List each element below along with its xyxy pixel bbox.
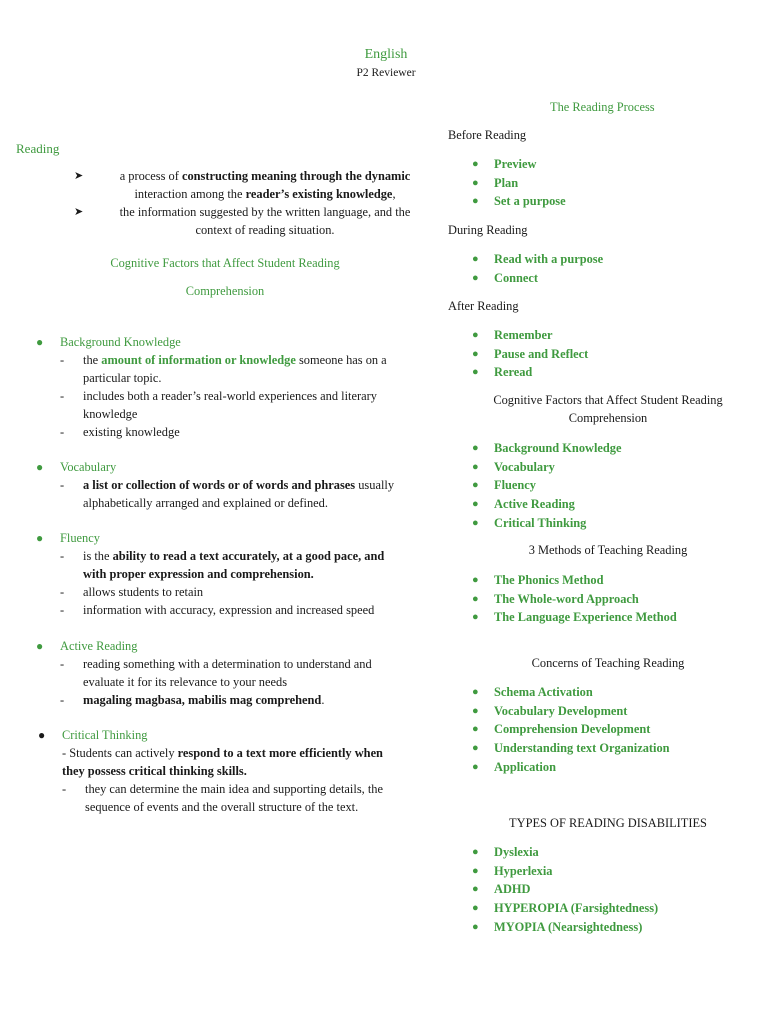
list-item: ● Vocabulary — [472, 459, 555, 474]
bullet-icon: ● — [472, 158, 479, 170]
methods-list — [472, 571, 677, 627]
list-item: ● Critical Thinking — [472, 515, 587, 530]
after-reading-heading: After Reading — [448, 299, 519, 313]
list-item: ● Hyperlexia — [472, 863, 553, 878]
bullet-icon: ● — [472, 704, 479, 717]
list-item: ● Dyslexia — [472, 845, 539, 859]
list-item: ● Active Reading — [472, 497, 575, 512]
topic-vocabulary — [36, 458, 436, 512]
bullet-icon: ● — [472, 479, 479, 492]
bullet-icon: ● — [472, 864, 479, 877]
list-item: ● Set a purpose — [472, 194, 566, 209]
bullet-icon: ● — [472, 176, 479, 189]
bullet-icon: ● — [36, 460, 44, 474]
bullet-icon: ● — [472, 329, 479, 341]
bullet-icon: ● — [472, 723, 479, 736]
topic-background-knowledge — [36, 333, 436, 441]
bullet-icon: ● — [472, 920, 479, 933]
list-item: ● Read with a purpose — [472, 252, 604, 266]
bullet-icon: ● — [472, 195, 479, 208]
list-item: ● ADHD — [472, 882, 531, 897]
during-reading-heading: During Reading — [448, 223, 528, 237]
during-reading-list — [472, 250, 603, 287]
definition-text-1: a process of constructing meaning through the dynamic interaction among the reader’s existing knowledge, — [119, 169, 411, 201]
before-reading-list — [472, 155, 566, 211]
list-item: - existing knowledge — [60, 425, 180, 439]
list-item: ● Reread — [472, 365, 533, 380]
bullet-icon: ● — [472, 498, 479, 511]
bullet-icon: ● — [472, 902, 479, 915]
topic-title: Fluency — [60, 531, 100, 545]
before-reading-heading: Before Reading — [448, 128, 527, 142]
cognitive-factors-heading-left: Cognitive Factors that Affect Student Reading Comprehension — [110, 256, 340, 298]
bullet-icon: ● — [472, 460, 479, 473]
bullet-icon: ● — [472, 611, 479, 624]
bullet-icon: ● — [472, 760, 479, 773]
definition-item-2 — [74, 203, 434, 239]
bullet-icon: ● — [472, 347, 479, 360]
bullet-icon: ● — [36, 639, 44, 653]
list-item: ● Connect — [472, 270, 539, 285]
critical-thinking-description: - Students can actively respond to a text more efficiently when they possess critical thinking skills. — [62, 746, 383, 778]
document-subtitle: P2 Reviewer — [356, 67, 416, 79]
list-item: ● Background Knowledge — [472, 441, 622, 455]
list-item: ● Understanding text Organization — [472, 741, 670, 756]
list-item: ● HYPEROPIA (Farsightedness) — [472, 901, 659, 916]
methods-heading: 3 Methods of Teaching Reading — [528, 543, 688, 557]
topic-title: Critical Thinking — [62, 728, 148, 742]
concerns-heading: Concerns of Teaching Reading — [531, 656, 685, 670]
list-item: ● Pause and Reflect — [472, 346, 589, 361]
arrow-bullet-icon: ➤ — [74, 206, 84, 218]
bullet-icon: ● — [472, 516, 479, 529]
list-item: ● The Whole-word Approach — [472, 591, 639, 606]
list-item: ● Schema Activation — [472, 685, 593, 699]
cognitive-factors-list — [472, 439, 622, 532]
document-title: English — [364, 47, 408, 62]
list-item: - includes both a reader’s real-world experiences and literary knowledge — [60, 389, 377, 421]
list-item: - information with accuracy, expression and increased speed — [60, 603, 375, 617]
definition-item-1 — [74, 167, 434, 203]
topic-title: Vocabulary — [60, 460, 117, 474]
list-item: - magaling magbasa, mabilis mag comprehend. — [60, 693, 325, 707]
bullet-icon: ● — [472, 846, 479, 858]
list-item: ● The Phonics Method — [472, 573, 604, 587]
list-item: ● Comprehension Development — [472, 722, 651, 737]
bullet-icon: ● — [36, 335, 44, 349]
topic-critical-thinking — [38, 726, 438, 816]
arrow-bullet-icon: ➤ — [74, 170, 84, 182]
reading-heading: Reading — [16, 141, 60, 156]
list-item: - a list or collection of words or of words and phrases usually alphabetically arranged and explained or defined. — [60, 478, 395, 510]
definition-text-2: the information suggested by the written language, and the context of reading situation. — [119, 205, 411, 237]
list-item: - the amount of information or knowledge someone has on a particular topic. — [60, 353, 387, 385]
list-item: ● Fluency — [472, 478, 536, 493]
disabilities-heading: TYPES OF READING DISABILITIES — [509, 816, 707, 830]
topic-title: Background Knowledge — [60, 335, 181, 349]
list-item: - is the ability to read a text accurately, at a good pace, and with proper expression and comprehension. — [60, 549, 385, 581]
bullet-icon: ● — [472, 574, 479, 586]
bullet-icon: ● — [36, 531, 44, 545]
list-item: ● Application — [472, 759, 556, 774]
reading-process-title: The Reading Process — [550, 100, 655, 114]
list-item: ● The Language Experience Method — [472, 610, 677, 625]
bullet-icon: ● — [472, 686, 479, 698]
list-item: ● MYOPIA (Nearsightedness) — [472, 919, 643, 934]
bullet-icon: ● — [472, 366, 479, 379]
list-item: ● Vocabulary Development — [472, 703, 628, 718]
bullet-icon: ● — [472, 592, 479, 605]
list-item: - they can determine the main idea and supporting details, the sequence of events and the overall structure of the text. — [62, 782, 383, 814]
bullet-icon: ● — [472, 883, 479, 896]
disabilities-list — [472, 843, 658, 936]
bullet-icon: ● — [472, 742, 479, 755]
concerns-list — [472, 683, 670, 776]
topic-fluency — [36, 529, 436, 619]
after-reading-list — [472, 326, 588, 382]
cognitive-factors-heading-right: Cognitive Factors that Affect Student Reading Comprehension — [493, 393, 723, 425]
topic-active-reading — [36, 637, 436, 709]
list-item: ● Plan — [472, 175, 519, 190]
topic-title: Active Reading — [60, 639, 138, 653]
list-item: ● Remember — [472, 328, 553, 342]
list-item: - reading something with a determination to understand and evaluate it for its relevance to your needs — [60, 657, 372, 689]
bullet-icon: ● — [472, 253, 479, 265]
bullet-icon: ● — [472, 271, 479, 284]
bullet-icon: ● — [38, 728, 46, 742]
list-item: ● Preview — [472, 157, 537, 171]
bullet-icon: ● — [472, 442, 479, 454]
list-item: - allows students to retain — [60, 585, 204, 599]
